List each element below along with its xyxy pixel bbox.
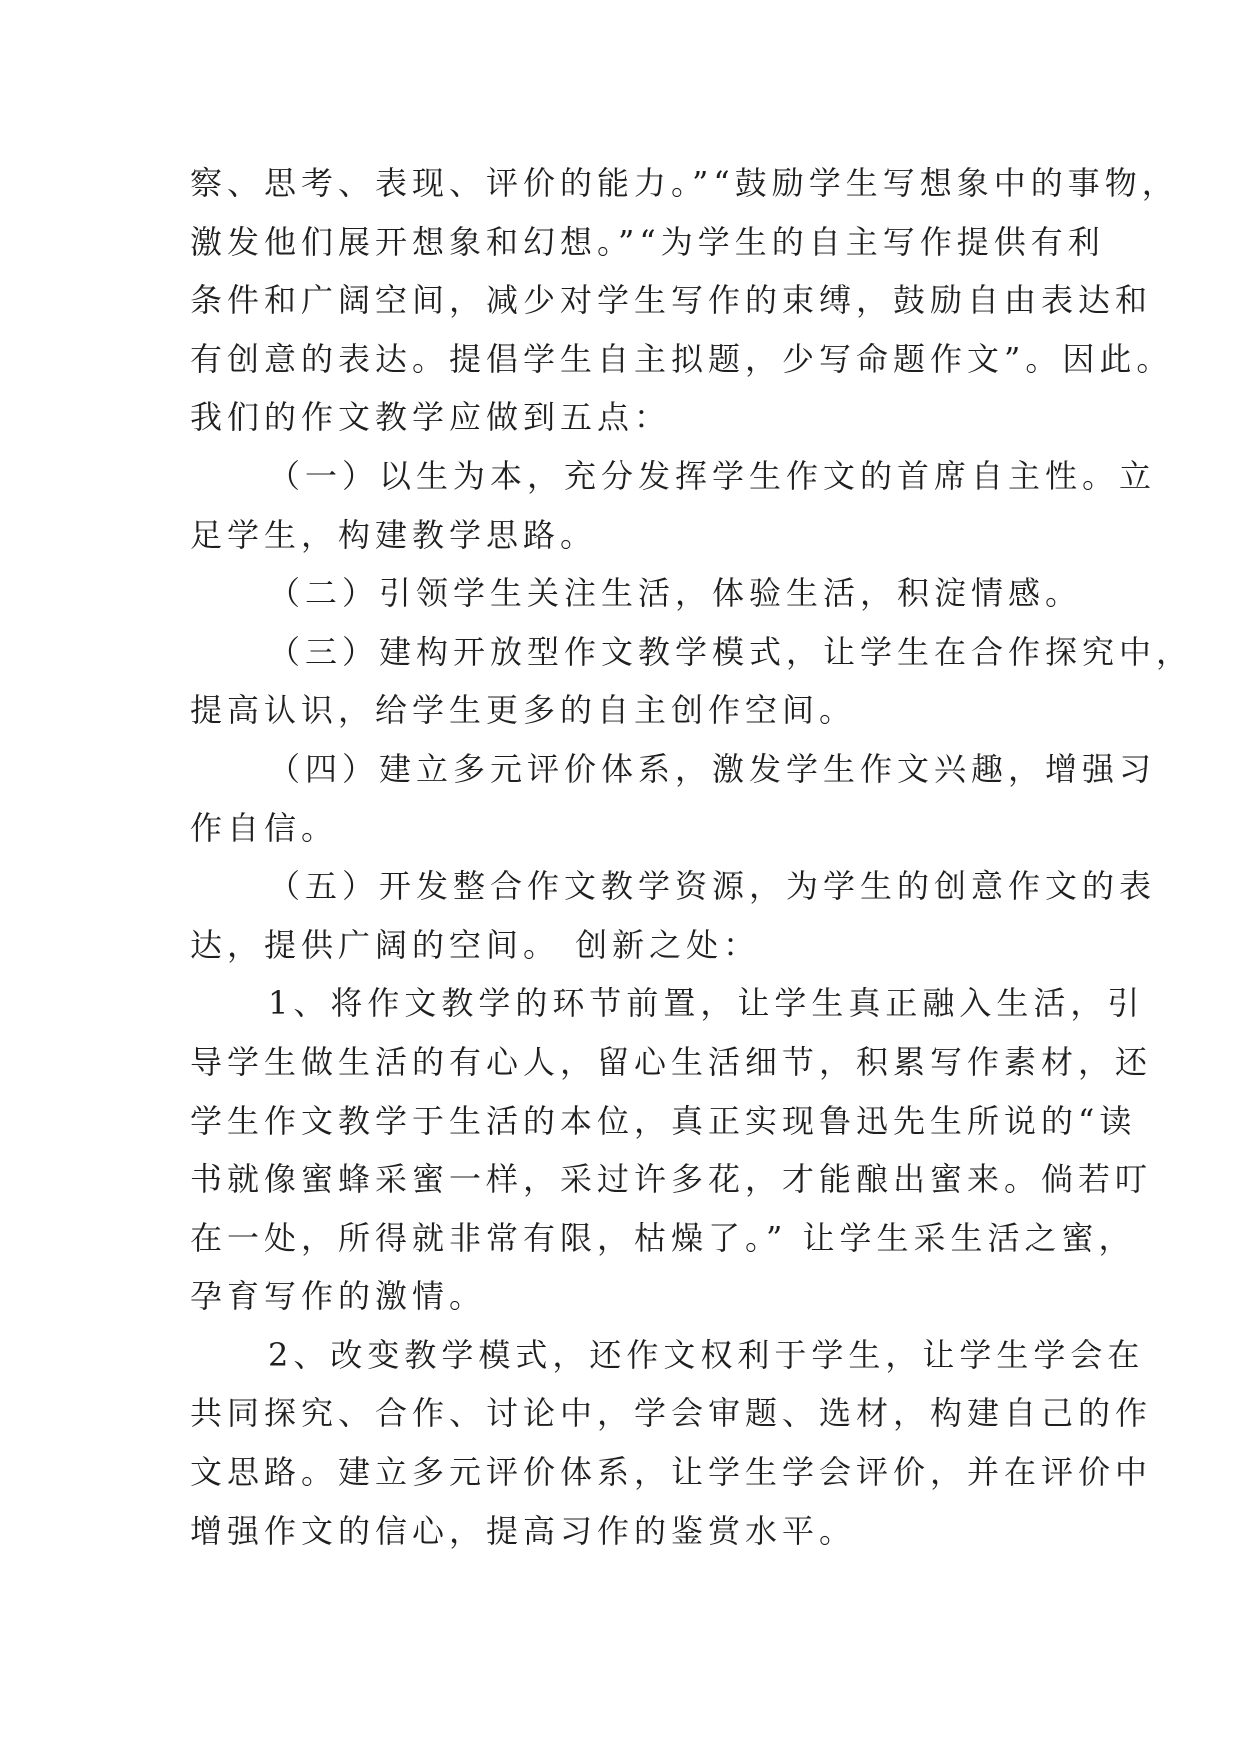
text-line: 共同探究、合作、讨论中，学会审题、选材，构建自己的作 (190, 1394, 1153, 1433)
text-line: （二）引领学生关注生活，体验生活，积淀情感。 (268, 574, 1083, 613)
text-line: 文思路。建立多元评价体系，让学生学会评价，并在评价中 (190, 1453, 1153, 1492)
text-line: 条件和广阔空间，减少对学生写作的束缚，鼓励自由表达和 (190, 281, 1153, 320)
text-line: 1、将作文教学的环节前置，让学生真正融入生活，引 (268, 984, 1145, 1023)
text-line: 增强作文的信心，提高习作的鉴赏水平。 (190, 1511, 857, 1550)
text-line: 提高认识，给学生更多的自主创作空间。 (190, 691, 857, 730)
text-line: 足学生，构建教学思路。 (190, 515, 598, 554)
text-line: 我们的作文教学应做到五点： (190, 398, 672, 437)
text-line: 孕育写作的激情。 (190, 1277, 487, 1316)
text-line: 激发他们展开想象和幻想。”“为学生的自主写作提供有利 (190, 222, 1105, 261)
text-line: 察、思考、表现、评价的能力。”“鼓励学生写想象中的事物， (190, 164, 1179, 202)
text-line: 有创意的表达。提倡学生自主拟题，少写命题作文”。因此。 (190, 339, 1174, 378)
text-line: 达，提供广阔的空间。 创新之处： (190, 925, 761, 964)
text-line: 作自信。 (190, 808, 339, 847)
text-line: 学生作文教学于生活的本位，真正实现鲁迅先生所说的“读 (190, 1101, 1137, 1140)
text-line: （一）以生为本，充分发挥学生作文的首席自主性。立 (268, 456, 1157, 495)
text-line: （五）开发整合作文教学资源，为学生的创意作文的表 (268, 867, 1157, 906)
text-line: 在一处，所得就非常有限，枯燥了。” 让学生采生活之蜜， (190, 1218, 1136, 1257)
text-line: （四）建立多元评价体系，激发学生作文兴趣，增强习 (268, 749, 1157, 788)
text-line: 2、改变教学模式，还作文权利于学生，让学生学会在 (268, 1335, 1145, 1374)
text-line: （三）建构开放型作文教学模式，让学生在合作探究中， (268, 632, 1194, 671)
text-line: 导学生做生活的有心人，留心生活细节，积累写作素材，还 (190, 1042, 1153, 1081)
document-body (190, 154, 1194, 1560)
text-line: 书就像蜜蜂采蜜一样，采过许多花，才能酿出蜜来。倘若叮 (190, 1160, 1153, 1199)
